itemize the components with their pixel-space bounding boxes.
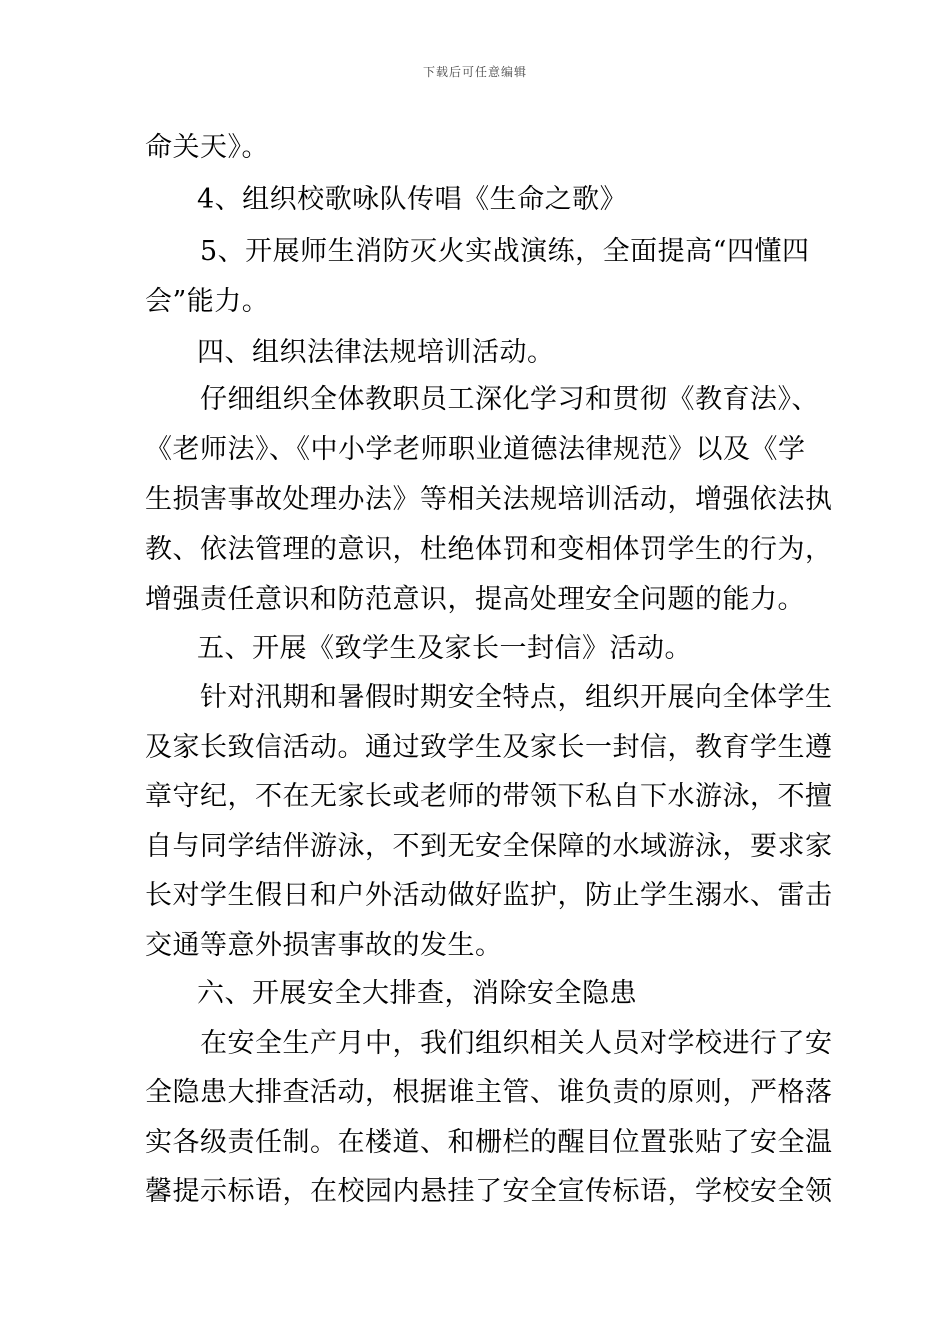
text-line: 馨提示标语，在校园内悬挂了安全宣传标语，学校安全领: [145, 1176, 833, 1207]
text-line: 全隐患大排查活动，根据谁主管、谁负责的原则，严格落: [145, 1077, 833, 1108]
text-line: 仔细组织全体教职员工深化学习和贯彻《教育法》、: [200, 384, 819, 415]
section-heading: 六、开展安全大排查，消除安全隐患: [197, 978, 637, 1009]
text-line: 在安全生产月中，我们组织相关人员对学校进行了安: [200, 1028, 833, 1059]
text-line: 及家长致信活动。通过致学生及家长一封信，教育学生遵: [145, 732, 833, 763]
text-line: 针对汛期和暑假时期安全特点，组织开展向全体学生: [200, 682, 833, 713]
text-line: 生损害事故处理办法》等相关法规培训活动，增强依法执: [145, 484, 833, 515]
text-line: 教、依法管理的意识，杜绝体罚和变相体罚学生的行为，: [145, 534, 833, 565]
text-line: 增强责任意识和防范意识，提高处理安全问题的能力。: [145, 584, 805, 615]
section-heading: 五、开展《致学生及家长一封信》活动。: [197, 633, 692, 664]
text-line: 长对学生假日和户外活动做好监护，防止学生溺水、雷击: [145, 880, 833, 911]
page-header: 下载后可任意编辑: [422, 65, 527, 79]
text-line: 4、组织校歌咏队传唱《生命之歌》: [197, 184, 628, 215]
text-line: 《老师法》、《中小学老师职业道德法律规范》以及《学: [145, 434, 806, 465]
section-heading: 四、组织法律法规培训活动。: [197, 337, 555, 368]
text-line: 实各级责任制。在楼道、和栅栏的醒目位置张贴了安全温: [145, 1127, 833, 1158]
text-line: 命关天》。: [145, 132, 269, 163]
text-line: 5、开展师生消防灭火实战演练，全面提高“四懂四: [200, 236, 810, 267]
text-line: 交通等意外损害事故的发生。: [145, 930, 503, 961]
text-line: 会”能力。: [145, 286, 270, 317]
text-line: 自与同学结伴游泳，不到无安全保障的水域游泳，要求家: [145, 831, 833, 862]
text-line: 章守纪，不在无家长或老师的带领下私自下水游泳，不擅: [145, 781, 833, 812]
